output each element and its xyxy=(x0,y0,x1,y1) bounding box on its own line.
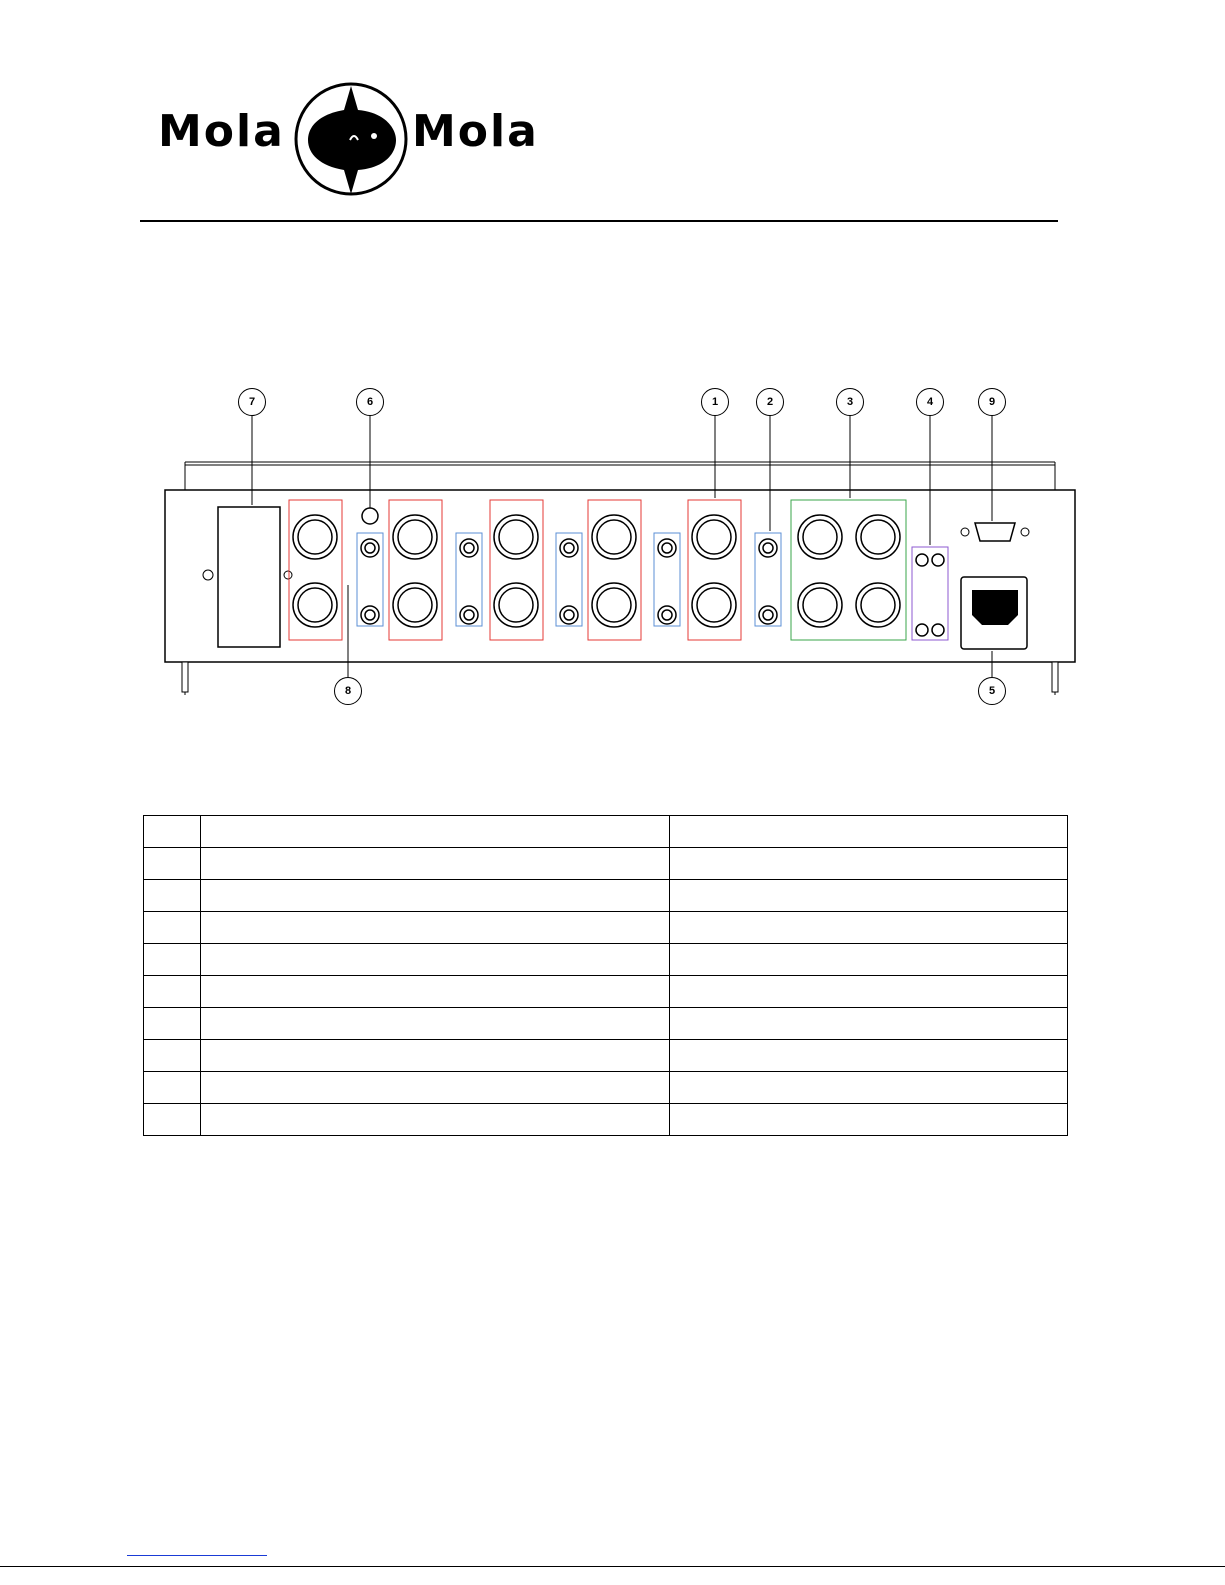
legend-note xyxy=(670,1040,1068,1072)
legend-description xyxy=(201,1072,670,1104)
callout-7: 7 xyxy=(238,388,266,416)
header-divider xyxy=(140,220,1058,222)
legend-number xyxy=(144,912,201,944)
connector-legend-table xyxy=(143,815,1068,1136)
legend-number xyxy=(144,816,201,848)
footer-divider xyxy=(0,1566,1225,1567)
logo-word-right: Mola xyxy=(412,106,539,157)
logo-word-left: Mola xyxy=(158,106,285,157)
table-row xyxy=(144,976,1068,1008)
table-row xyxy=(144,816,1068,848)
callout-4: 4 xyxy=(916,388,944,416)
legend-description xyxy=(201,848,670,880)
mola-mola-logo xyxy=(150,80,550,200)
table-row xyxy=(144,848,1068,880)
legend-note xyxy=(670,816,1068,848)
legend-description xyxy=(201,944,670,976)
sunfish-emblem-icon xyxy=(292,80,410,198)
legend-description xyxy=(201,816,670,848)
legend-note xyxy=(670,912,1068,944)
legend-note xyxy=(670,1072,1068,1104)
table-row xyxy=(144,1104,1068,1136)
table-row xyxy=(144,912,1068,944)
legend-note xyxy=(670,1104,1068,1136)
callout-3: 3 xyxy=(836,388,864,416)
table-row xyxy=(144,1072,1068,1104)
legend-number xyxy=(144,1040,201,1072)
legend-description xyxy=(201,880,670,912)
legend-number xyxy=(144,944,201,976)
rear-panel-drawing xyxy=(160,385,1080,715)
legend-description xyxy=(201,1104,670,1136)
legend-number xyxy=(144,1072,201,1104)
callout-1: 1 xyxy=(701,388,729,416)
table-row xyxy=(144,880,1068,912)
callout-9: 9 xyxy=(978,388,1006,416)
legend-number xyxy=(144,880,201,912)
footer-link-underline[interactable] xyxy=(127,1555,267,1556)
legend-description xyxy=(201,1008,670,1040)
legend-note xyxy=(670,976,1068,1008)
callout-6: 6 xyxy=(356,388,384,416)
legend-number xyxy=(144,848,201,880)
legend-description xyxy=(201,912,670,944)
legend-note xyxy=(670,880,1068,912)
rear-panel-diagram xyxy=(160,385,1080,720)
legend-note xyxy=(670,944,1068,976)
legend-number xyxy=(144,1008,201,1040)
table-row xyxy=(144,1008,1068,1040)
legend-description xyxy=(201,976,670,1008)
legend-number xyxy=(144,976,201,1008)
legend-note xyxy=(670,848,1068,880)
callout-8: 8 xyxy=(334,677,362,705)
legend-note xyxy=(670,1008,1068,1040)
legend-description xyxy=(201,1040,670,1072)
callout-2: 2 xyxy=(756,388,784,416)
table-row xyxy=(144,1040,1068,1072)
legend-number xyxy=(144,1104,201,1136)
callout-5: 5 xyxy=(978,677,1006,705)
table-row xyxy=(144,944,1068,976)
